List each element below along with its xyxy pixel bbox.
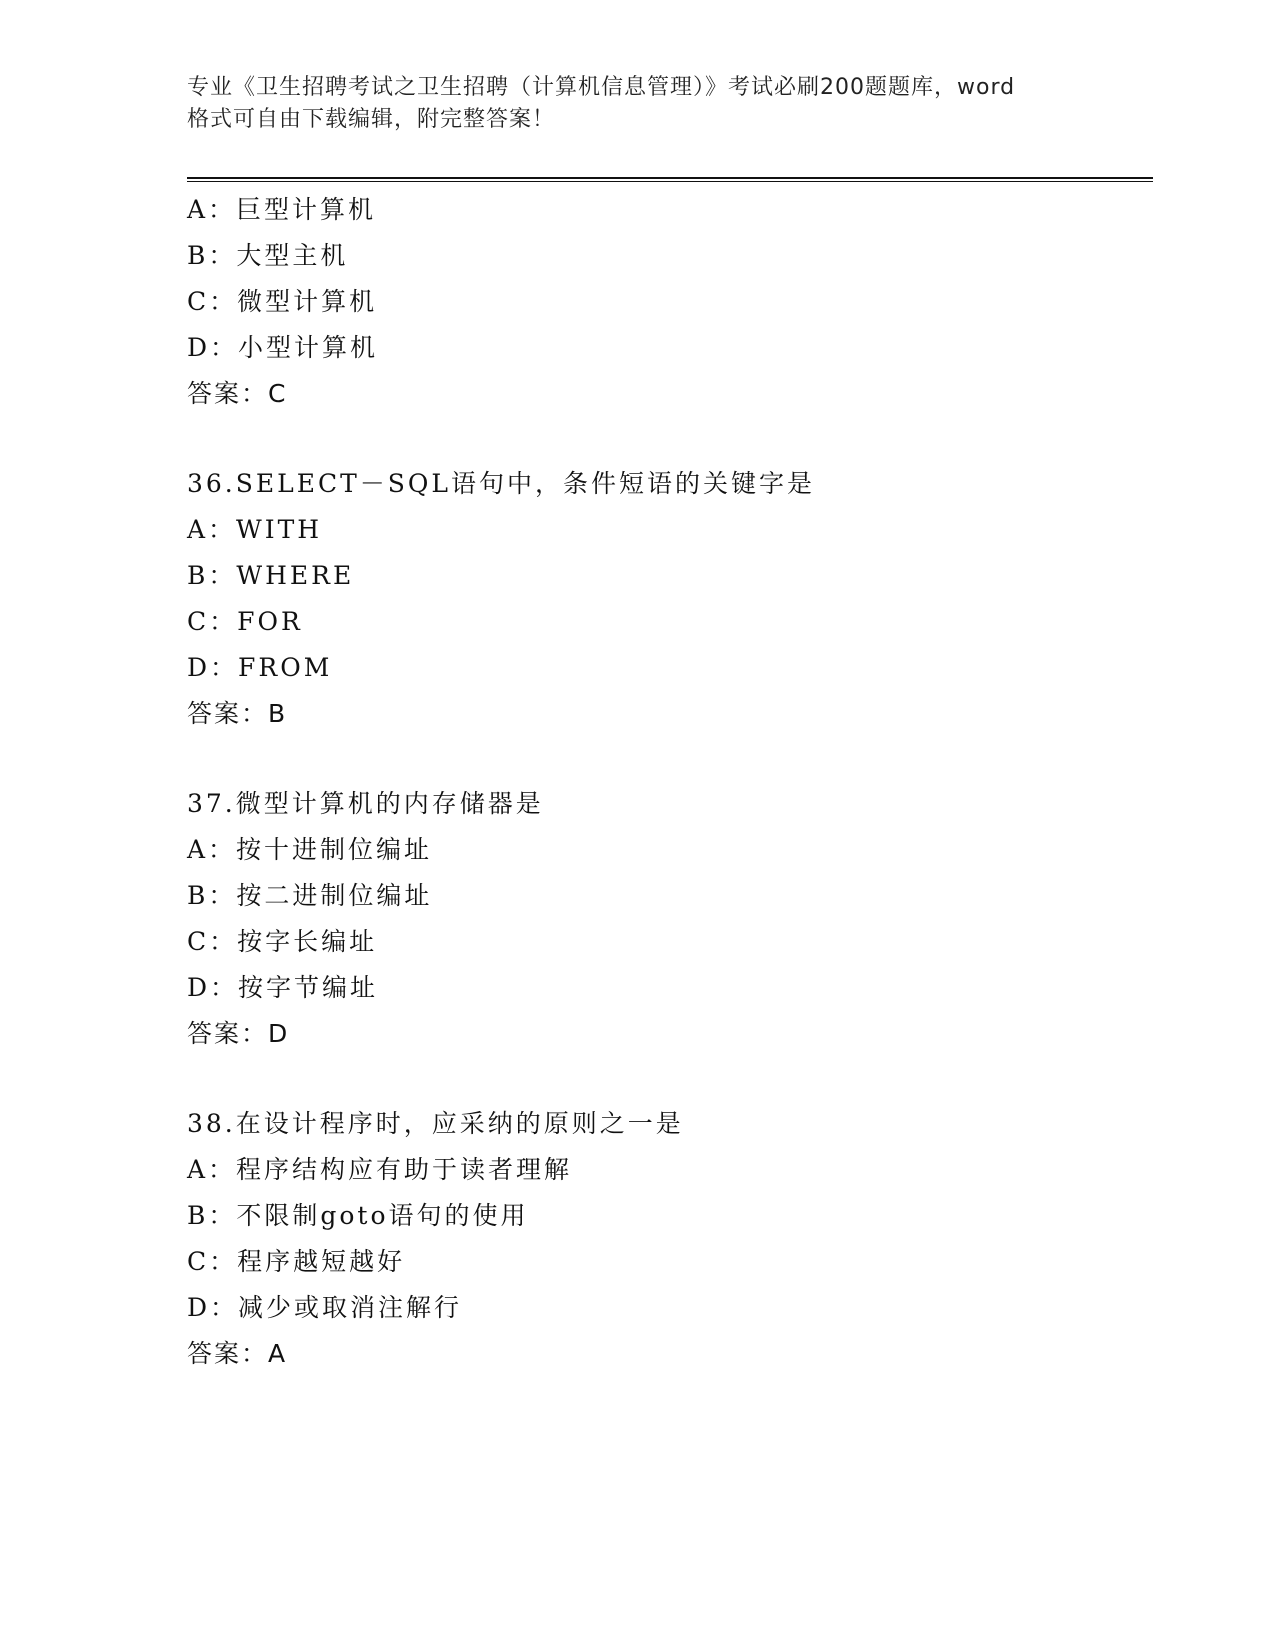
question-list bbox=[187, 187, 1147, 1377]
question-35 bbox=[187, 187, 1147, 417]
option-b: B：大型主机 bbox=[187, 241, 349, 270]
option-d: D：FROM bbox=[187, 653, 333, 682]
question-36 bbox=[187, 461, 1147, 737]
spacer bbox=[187, 417, 1147, 461]
answer: 答案：C bbox=[187, 379, 288, 408]
spacer bbox=[187, 737, 1147, 781]
header-divider-thick bbox=[187, 177, 1153, 179]
option-a: A：巨型计算机 bbox=[187, 195, 377, 224]
option-c: C：微型计算机 bbox=[187, 287, 378, 316]
option-a: A：程序结构应有助于读者理解 bbox=[187, 1155, 573, 1184]
option-c: C：FOR bbox=[187, 607, 303, 636]
spacer bbox=[187, 1057, 1147, 1101]
answer: 答案：A bbox=[187, 1339, 288, 1368]
option-d: D：按字节编址 bbox=[187, 973, 379, 1002]
header-line-2: 格式可自由下载编辑，附完整答案！ bbox=[187, 107, 556, 132]
option-b: B：WHERE bbox=[187, 561, 355, 590]
option-c: C：按字长编址 bbox=[187, 927, 378, 956]
option-d: D：小型计算机 bbox=[187, 333, 379, 362]
header-divider-thin bbox=[187, 181, 1153, 182]
answer: 答案：B bbox=[187, 699, 288, 728]
option-b: B：不限制goto语句的使用 bbox=[187, 1201, 529, 1230]
option-a: A：WITH bbox=[187, 515, 323, 544]
option-b: B：按二进制位编址 bbox=[187, 881, 433, 910]
option-c: C：程序越短越好 bbox=[187, 1247, 406, 1276]
question-text: 37.微型计算机的内存储器是 bbox=[187, 789, 544, 818]
question-37 bbox=[187, 781, 1147, 1057]
question-38 bbox=[187, 1101, 1147, 1377]
answer: 答案：D bbox=[187, 1019, 290, 1048]
question-text: 38.在设计程序时，应采纳的原则之一是 bbox=[187, 1109, 684, 1138]
option-a: A：按十进制位编址 bbox=[187, 835, 433, 864]
option-d: D：减少或取消注解行 bbox=[187, 1293, 463, 1322]
document-header bbox=[187, 72, 1087, 136]
question-text: 36.SELECT－SQL语句中，条件短语的关键字是 bbox=[187, 469, 816, 498]
header-line-1: 专业《卫生招聘考试之卫生招聘（计算机信息管理）》考试必刷200题题库，word bbox=[187, 75, 1016, 100]
